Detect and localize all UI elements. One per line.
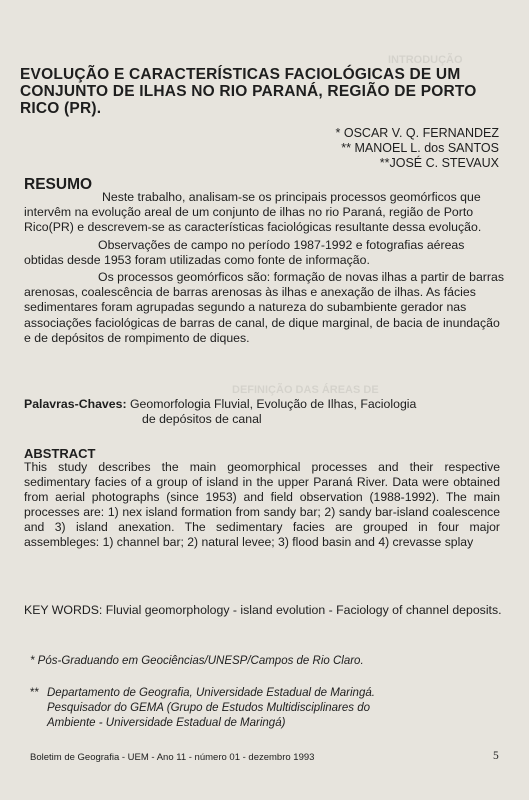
resumo-paragraph: Neste trabalho, analisam-se os principais processos geomórficos que intervêm na evolução areal de um conjunto de ilhas no rio Paraná, região de Porto Rico(PR) e descrevem-se as características faciológicas resultante dessa evolução. [24, 190, 482, 235]
article-title: EVOLUÇÃO E CARACTERÍSTICAS FACIOLÓGICAS DE UM CONJUNTO DE ILHAS NO RIO PARANÁ, REGIÃO DE PORTO RICO (PR). [20, 66, 477, 117]
abstract-body: This study describes the main geomorphical processes and their respective sedimentary facies of a group of island in the upper Paraná River. Data were obtained from aerial photographs (since 1953) and field observation (1988-1992). The main processes are: 1) nex island formation from sandy bar; 2) sandy bar-island coalescence and 3) island anexation. The sedimentary facies are grouped in four major assembleges: 1) channel bar; 2) natural levee; 3) flood basin and 4) crevasse splay [24, 460, 500, 550]
resumo-paragraph: Os processos geomórficos são: formação de novas ilhas a partir de barras arenosas, coalescência de barras arenosas às ilhas e anexação de ilhas. As fácies sedimentares foram agrupadas segundo a natureza do subambiente gerador nas associações faciológicas de barras de canal, de dique marginal, de bacia de inundação e de depósitos de rompimento de diques. [24, 270, 504, 345]
author: * OSCAR V. Q. FERNANDEZ [335, 126, 499, 140]
bleed-through-heading: DEFINIÇÃO DAS ÁREAS DE [232, 384, 379, 396]
page-number: 5 [493, 750, 499, 762]
palavras-chaves-text: Geomorfologia Fluvial, Evolução de Ilhas, Faciologia [129, 397, 417, 411]
author: **JOSÉ C. STEVAUX [379, 156, 499, 170]
resumo-paragraph: Observações de campo no período 1987-1992 e fotografias aéreas obtidas desde 1953 foram utilizadas como fonte de informação. [24, 237, 465, 267]
palavras-chaves-text: de depósitos de canal [142, 412, 262, 427]
footnote-line: Ambiente - Universidade Estadual de Maringá) [47, 717, 286, 729]
bleed-through-heading: INTRODUÇÃO [388, 54, 463, 66]
footnote-marker: ** [30, 687, 39, 699]
resumo-body [24, 190, 504, 348]
abstract-heading: ABSTRACT [24, 446, 96, 461]
journal-footer: Boletim de Geografia - UEM - Ano 11 - número 01 - dezembro 1993 [30, 752, 315, 763]
footnote [30, 686, 375, 731]
resumo-heading: RESUMO [24, 176, 93, 193]
palavras-chaves [24, 397, 504, 427]
author: ** MANOEL L. dos SANTOS [341, 141, 499, 155]
author-list [336, 126, 499, 171]
key-words: KEY WORDS: Fluvial geomorphology - island evolution - Faciology of channel deposits. [24, 603, 502, 617]
footnote-line: Pesquisador do GEMA (Grupo de Estudos Multidisciplinares do [47, 702, 371, 714]
palavras-chaves-label: Palavras-Chaves: [24, 397, 127, 411]
footnote: * Pós-Graduando em Geociências/UNESP/Campos de Rio Claro. [30, 655, 364, 667]
footnote-line: Departamento de Geografia, Universidade Estadual de Maringá. [47, 687, 375, 699]
